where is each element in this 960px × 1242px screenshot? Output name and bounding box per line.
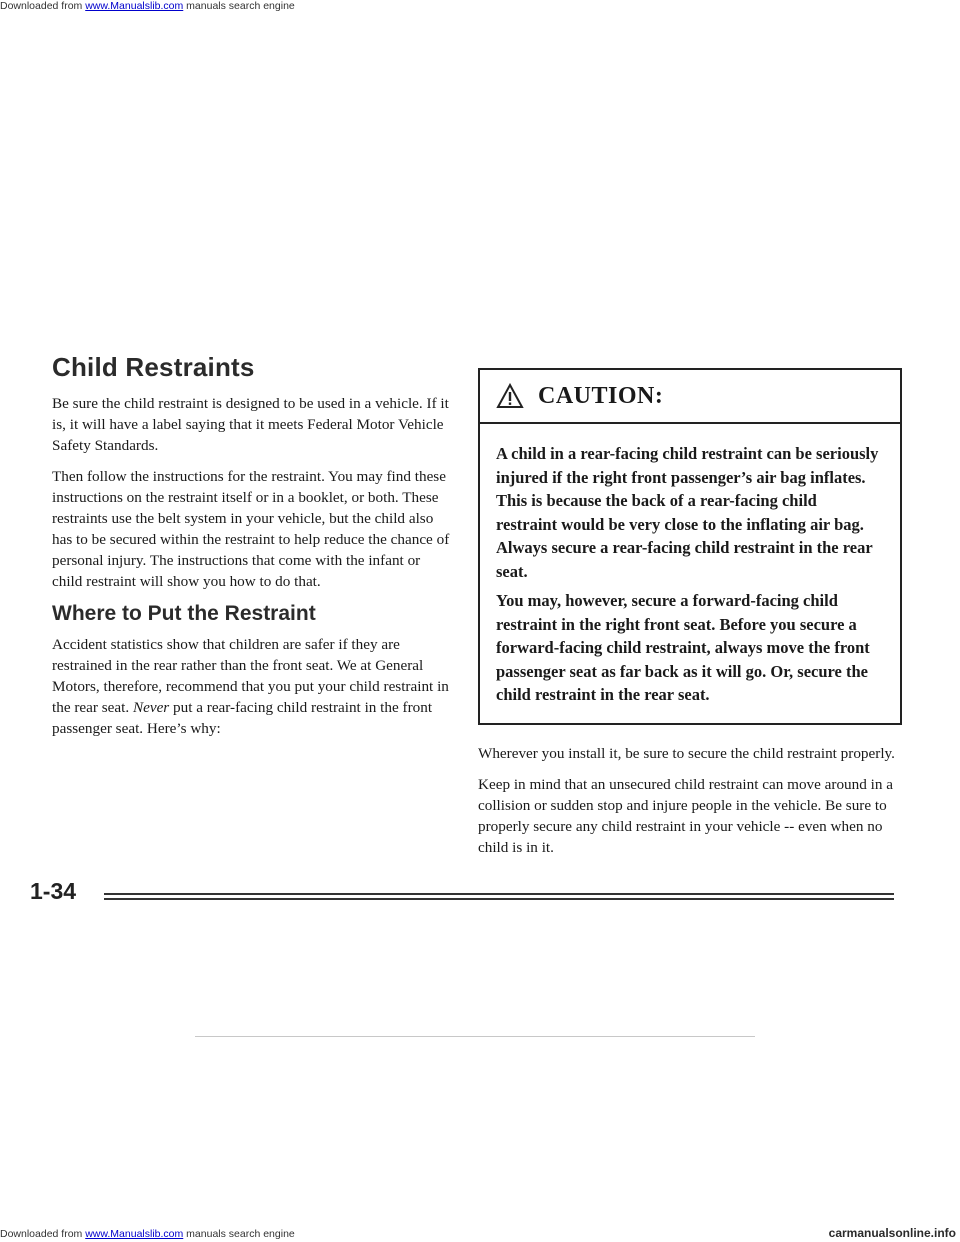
footer-prefix: Downloaded from bbox=[0, 1228, 86, 1240]
footer-manualslib-link[interactable]: www.Manualslib.com bbox=[85, 1228, 184, 1240]
caution-paragraph-forward-facing: You may, however, secure a forward-facing child restraint in the right front seat. Before you secure a forward-facing child restraint, always move the front passenger seat as far back as it will go. Or, secure the child restraint in the rear seat. bbox=[496, 591, 870, 704]
watermark-site: carmanualsonline.info bbox=[828, 1226, 956, 1240]
header-prefix: Downloaded from bbox=[0, 0, 86, 12]
caution-header bbox=[480, 370, 900, 424]
caution-box bbox=[478, 368, 902, 725]
footer-suffix: manuals search engine bbox=[183, 1228, 295, 1240]
right-text bbox=[478, 743, 906, 858]
download-header bbox=[0, 0, 295, 12]
warning-triangle-icon bbox=[496, 383, 524, 409]
subsection-title: Where to Put the Restraint bbox=[52, 602, 316, 625]
page-number: 1-34 bbox=[30, 878, 77, 904]
header-suffix: manuals search engine bbox=[183, 0, 295, 12]
paragraph-label-requirement: Be sure the child restraint is designed to be used in a vehicle. If it is, it will have a label saying that it meets Federal Motor Vehicle Safety Standards. bbox=[52, 395, 449, 454]
download-footer bbox=[0, 1228, 295, 1240]
never-emphasis: Never bbox=[132, 699, 170, 716]
caution-title: CAUTION: bbox=[538, 382, 664, 409]
scan-rule bbox=[195, 1036, 755, 1037]
left-column bbox=[52, 352, 452, 749]
paragraph-install: Wherever you install it, be sure to secure the child restraint properly. bbox=[478, 744, 895, 762]
paragraph-accident-statistics: Accident statistics show that children are safer if they are restrained in the rear rather than the front seat. We at General Motors, therefore, recommend that you put your child restraint in the rear seat. Never put a rear-facing child restraint in the front passenger seat. Here’s why: bbox=[52, 636, 449, 737]
manualslib-link[interactable]: www.Manualslib.com bbox=[85, 0, 184, 12]
caution-paragraph-rear-facing: A child in a rear-facing child restraint can be seriously injured if the right front passenger’s air bag inflates. This is because the back of a rear-facing child restraint would be very close to the inflating air bag. Always secure a rear-facing child restraint in the rear seat. bbox=[496, 444, 879, 581]
right-column bbox=[478, 368, 906, 868]
caution-body bbox=[480, 424, 900, 723]
paragraph-unsecured: Keep in mind that an unsecured child restraint can move around in a collision or sudden stop and injure people in the vehicle. Be sure to properly secure any child restraint in your vehicle -- even when no child is in it. bbox=[478, 775, 893, 856]
paragraph-instructions: Then follow the instructions for the restraint. You may find these instructions on the restraint itself or in a booklet, or both. These restraints use the belt system in your vehicle, but the child also has to be secured within the restraint to help reduce the chance of personal injury. The instructions that come with the infant or child restraint will show you how to do that. bbox=[52, 468, 450, 590]
footer-rule bbox=[104, 893, 894, 900]
section-title: Child Restraints bbox=[52, 352, 255, 382]
